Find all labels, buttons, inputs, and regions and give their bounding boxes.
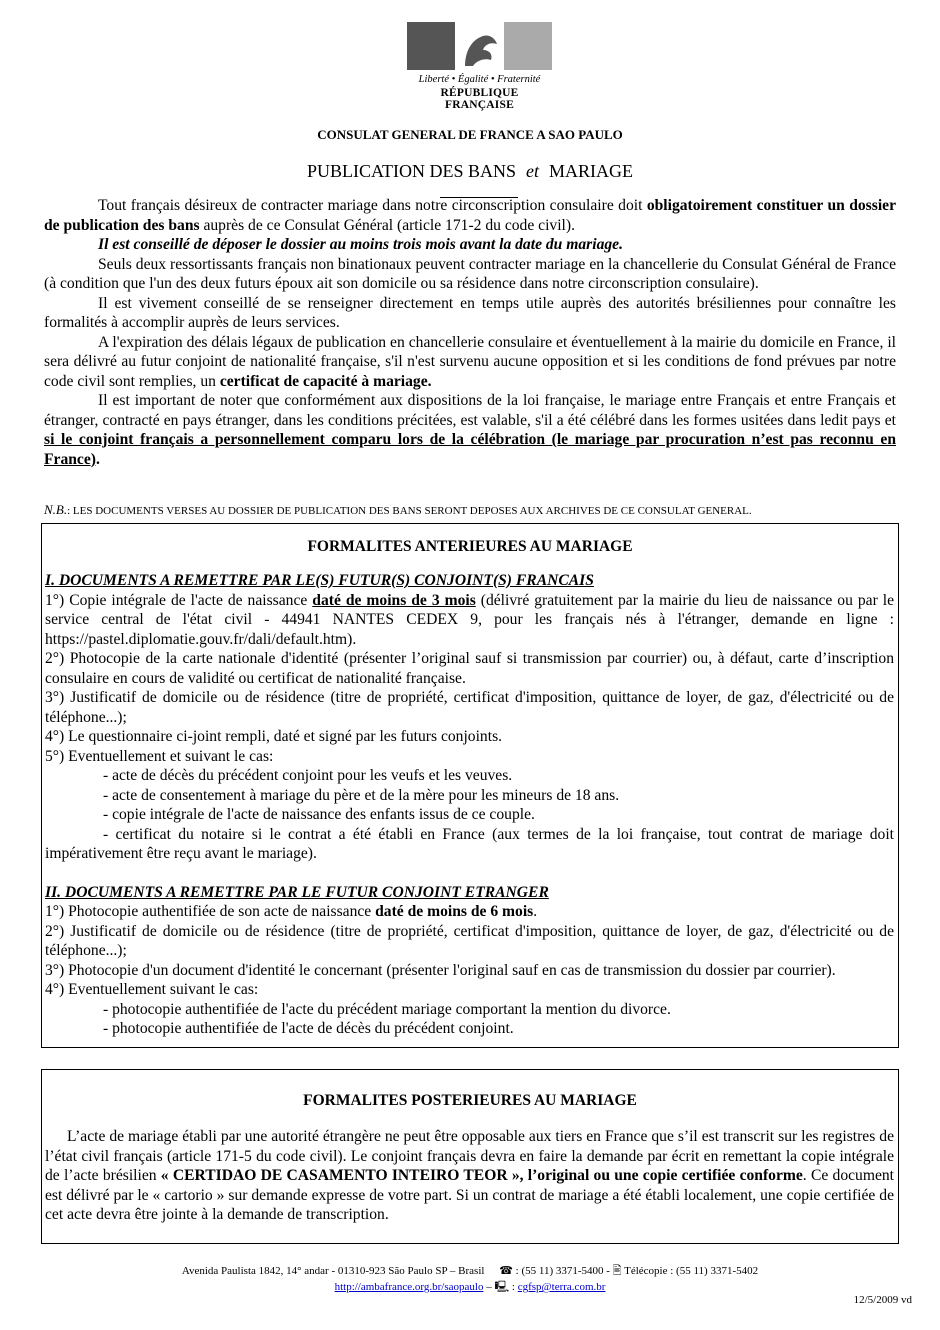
box-heading: FORMALITES ANTERIEURES AU MARIAGE xyxy=(307,538,633,555)
republique-francaise-logo xyxy=(407,22,552,112)
intro-advice: Il est conseillé de déposer le dossier au moins trois mois avant la date du mariage. xyxy=(98,236,623,253)
list-item: 5°) Eventuellement et suivant le cas: xyxy=(45,747,274,765)
nb-note: N.B.: LES DOCUMENTS VERSES AU DOSSIER DE PUBLICATION DES BANS SERONT DEPOSES AUX ARCHIVES DE CE CONSULAT GENERAL. xyxy=(44,502,752,517)
sub-item: - acte de décès du précédent conjoint pour les veufs et les veuves. xyxy=(103,767,513,784)
list-item: 1°) Copie intégrale de l'acte de naissance daté de moins de 3 mois (délivré gratuitement par la mairie du lieu de naissance ou par le service central de l'état civil - 44941 NANTES CEDEX 9, pour les français nés à l'étranger, demande en ligne : https://pastel.diplomatie.gouv.fr/dali/default.htm). xyxy=(45,591,894,648)
phone-icon: ☎ xyxy=(499,1265,513,1277)
box-heading: FORMALITES POSTERIEURES AU MARIAGE xyxy=(303,1092,637,1109)
box-content xyxy=(42,571,898,1039)
logo-motto: Liberté • Égalité • Fraternité xyxy=(418,74,541,85)
intro-text xyxy=(44,196,896,469)
list-item: 3°) Photocopie d'un document d'identité le concernant (présenter l'original sauf en cas de transmission du dossier par courrier). xyxy=(45,961,836,979)
footer-links: http://ambafrance.org.br/saopaulo – 🖳 : cgfsp@terra.com.br xyxy=(334,1281,606,1293)
logo-republic: RÉPUBLIQUE FRANÇAISE xyxy=(440,87,519,111)
sub-item: - photocopie authentifiée de l'acte de décès du précédent conjoint. xyxy=(103,1020,514,1037)
document-date: 12/5/2009 vd xyxy=(853,1294,912,1306)
list-item: 3°) Justificatif de domicile ou de résidence (titre de propriété, certificat d'imposition, quittance de loyer, de gaz, d'électricité ou de téléphone...); xyxy=(45,689,894,726)
intro-paragraph: A l'expiration des délais légaux de publication en chancellerie consulaire et éventuellement à la mairie du domicile en France, il sera délivré au futur conjoint de nationalité française, s'il n'est survenu aucune opposition et si les conditions de fond prévues par notre code civil sont remplies, un certificat de capacité à mariage. xyxy=(44,333,896,390)
website-link[interactable]: http://ambafrance.org.br/saopaulo xyxy=(334,1281,484,1293)
intro-paragraph: Tout français désireux de contracter mariage dans notre circonscription consulaire doit obligatoirement constituer un dossier de publication des bans auprès de ce Consulat Général (article 171-2 du code civil). xyxy=(44,197,896,234)
formalites-posterieures-box xyxy=(41,1069,899,1244)
fax-icon: 🖹 xyxy=(612,1265,622,1277)
footer-phone: : (55 11) 3371-5400 - xyxy=(512,1265,613,1277)
list-item: 2°) Photocopie de la carte nationale d'identité (présenter l’original sauf si transmission par courrier) ou, à défaut, carte d’inscription consulaire en cours de validité ou certificat de nationalité française. xyxy=(45,650,894,687)
intro-paragraph: Seuls deux ressortissants français non binationaux peuvent contracter mariage en la chancellerie du Consulat Général de France (à condition que l'un des deux futurs époux ait son domicile ou sa résidence dans notre circonscription consulaire). xyxy=(44,255,896,292)
section-heading: II. DOCUMENTS A REMETTRE PAR LE FUTUR CONJOINT ETRANGER xyxy=(45,883,549,901)
section-heading: I. DOCUMENTS A REMETTRE PAR LE(S) FUTUR(S) CONJOINT(S) FRANCAIS xyxy=(45,572,594,589)
list-item: 4°) Le questionnaire ci-joint rempli, daté et signé par les futurs conjoints. xyxy=(45,728,503,745)
consulat-heading: CONSULAT GENERAL DE FRANCE A SAO PAULO xyxy=(317,127,623,142)
email-link[interactable]: cgfsp@terra.com.br xyxy=(517,1281,606,1293)
list-item: 1°) Photocopie authentifiée de son acte de naissance daté de moins de 6 mois. xyxy=(45,903,538,920)
sub-item: - certificat du notaire si le contrat a été établi en France (aux termes de la loi française, tout contrat de mariage doit impérativement être reçu avant le mariage). xyxy=(45,825,894,862)
mail-icon: 🖳 xyxy=(494,1281,510,1293)
sub-item: - copie intégrale de l'acte de naissance des enfants issus de ce couple. xyxy=(103,806,535,823)
footer xyxy=(0,1263,940,1295)
footer-fax: Télécopie : (55 11) 3371-5402 xyxy=(621,1265,759,1277)
intro-paragraph: Il est important de noter que conformément aux dispositions de la loi française, le mariage entre Français et entre Français et étranger, contracté en pays étranger, dans les conditions précitées, est valable, s'il a été célébré dans les formes usitées dans ledit pays et si le conjoint français a personnellement comparu lors de la célébration (le mariage par procuration n’est pas reconnu en France). xyxy=(44,392,896,468)
footer-contact xyxy=(0,1263,940,1279)
sub-item: - acte de consentement à mariage du père et de la mère pour les mineurs de 18 ans. xyxy=(103,786,620,804)
page-title: PUBLICATION DES BANS et MARIAGE xyxy=(306,161,634,181)
sub-item: - photocopie authentifiée de l'acte du précédent mariage comportant la mention du divorce. xyxy=(103,1000,671,1018)
list-item: 4°) Eventuellement suivant le cas: xyxy=(45,981,259,998)
formalites-anterieures-box xyxy=(41,523,899,1048)
list-item: 2°) Justificatif de domicile ou de résidence (titre de propriété, certificat d'imposition, quittance de loyer, de gaz, d'électricité ou de téléphone...); xyxy=(45,922,894,959)
footer-address: Avenida Paulista 1842, 14° andar - 01310-923 São Paulo SP – Brasil xyxy=(181,1265,485,1277)
intro-paragraph: Il est vivement conseillé de se renseigner directement en temps utile auprès des autorités brésiliennes pour connaître les formalités à accomplir auprès de leurs services. xyxy=(44,294,896,331)
box-content: L’acte de mariage établi par une autorité étrangère ne peut être opposable aux tiers en France que s’il est transcrit sur les registres de l’état civil français (article 171-5 du code civil). Le conjoint français devra en faire la demande par écrit en remettant la copie intégrale de l’acte brésilien « CERTIDAO DE CASAMENTO INTEIRO TEOR », l’original ou une copie certifiée conforme. Ce document est délivré par le « cartorio » sur demande expresse de votre part. Si un contrat de mariage a été établi localement, une copie certifiée de cet acte devra être jointe à la demande de transcription. xyxy=(45,1128,895,1223)
marianne-flag-icon xyxy=(407,22,552,70)
